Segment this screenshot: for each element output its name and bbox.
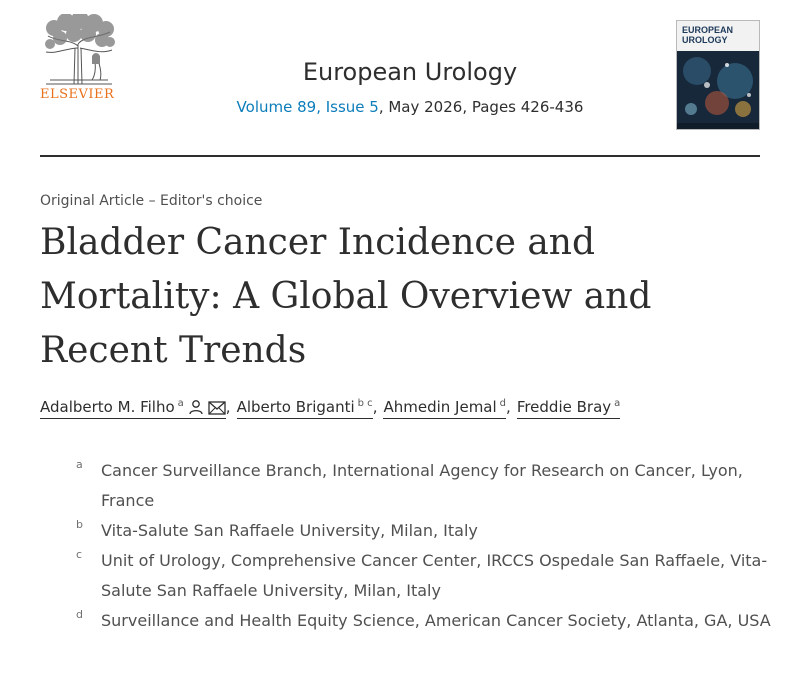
article-type: Original Article – Editor's choice	[40, 193, 263, 209]
cover-artwork	[677, 51, 760, 130]
author-affil-sup: d	[499, 398, 507, 409]
affiliation-text: Unit of Urology, Comprehensive Cancer Center, IRCCS Ospedale San Raffaele, Vita-Salute San Raffaele University, Milan, Italy	[101, 551, 768, 600]
author-list	[40, 398, 620, 419]
journal-cover-image[interactable]	[676, 20, 760, 130]
affiliation-text: Cancer Surveillance Branch, International Agency for Research on Cancer, Lyon, France	[101, 461, 743, 510]
article-title: Bladder Cancer Incidence and Mortality: A Global Overview and Recent Trends	[40, 222, 652, 371]
author-name: Alberto Briganti	[236, 398, 355, 416]
publisher-name: ELSEVIER	[40, 87, 115, 102]
volume-issue-link[interactable]: Volume 89, Issue 5	[236, 98, 379, 116]
affiliation-label: a	[76, 458, 83, 471]
affiliation-label: c	[76, 548, 83, 561]
cover-masthead	[677, 21, 759, 51]
author-affil-sup: a	[177, 398, 184, 409]
author-name: Adalberto M. Filho	[40, 398, 175, 416]
affiliation-item	[76, 546, 776, 606]
affiliation-label: b	[76, 518, 83, 531]
envelope-icon[interactable]	[208, 401, 226, 419]
journal-title[interactable]: European Urology	[302, 58, 518, 86]
author-separator: ,	[372, 398, 378, 416]
header-divider	[40, 155, 760, 157]
affiliation-list	[76, 456, 776, 636]
affiliation-text: Surveillance and Health Equity Science, American Cancer Society, Atlanta, GA, USA	[101, 611, 771, 630]
affiliation-item	[76, 456, 776, 516]
author-name: Freddie Bray	[516, 398, 612, 416]
cover-title-line1: EUROPEAN	[682, 25, 734, 35]
affiliation-item	[76, 606, 776, 636]
issue-info	[200, 98, 620, 116]
affiliation-label: d	[76, 608, 83, 621]
affiliation-item	[76, 516, 776, 546]
author-separator: ,	[506, 398, 511, 416]
journal-header	[0, 0, 800, 156]
author-link[interactable]	[517, 398, 620, 419]
affiliation-text: Vita-Salute San Raffaele University, Milan, Italy	[101, 521, 478, 540]
author-link[interactable]	[383, 398, 506, 419]
cover-title-line2: UROLOGY	[682, 35, 728, 45]
issue-date-pages: , May 2026, Pages 426-436	[378, 98, 584, 116]
author-link[interactable]	[237, 398, 373, 419]
author-name: Ahmedin Jemal	[383, 398, 497, 416]
author-separator: ,	[225, 398, 231, 416]
person-icon	[188, 399, 204, 419]
author-link[interactable]	[40, 398, 226, 419]
author-affil-sup: b c	[357, 398, 373, 409]
author-affil-sup: a	[614, 398, 621, 409]
